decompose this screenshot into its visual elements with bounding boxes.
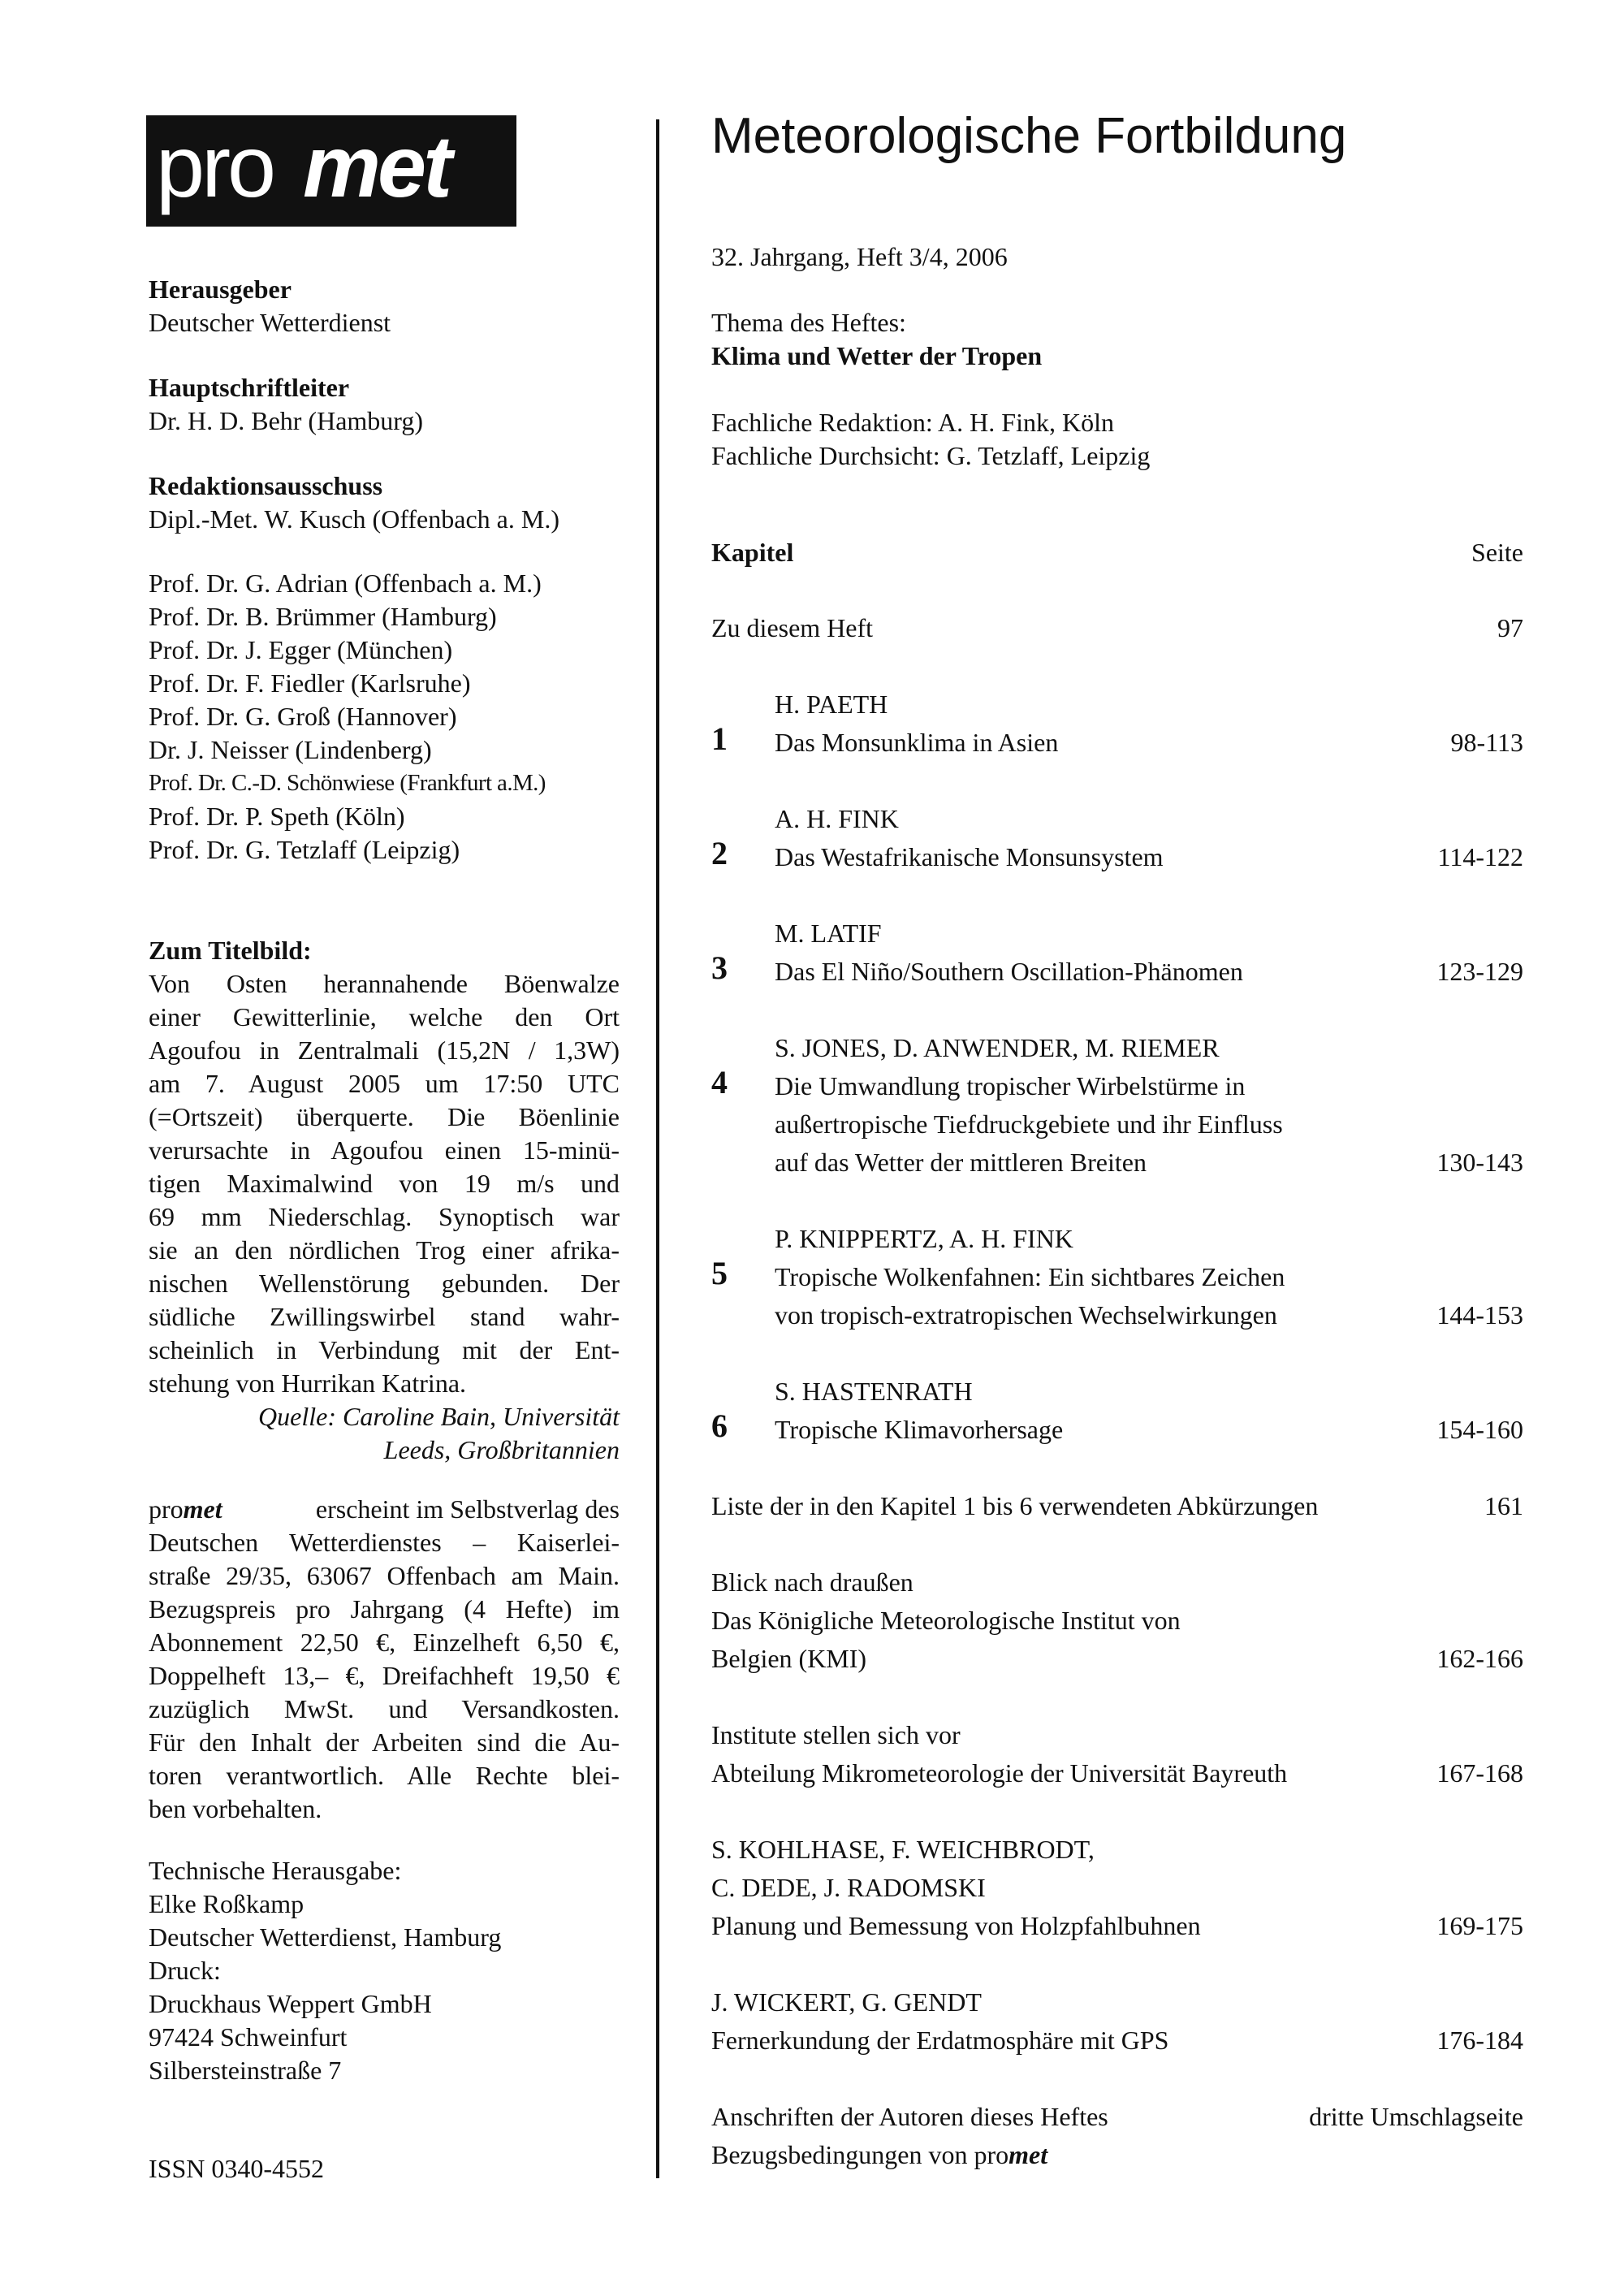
- anschriften-pages: dritte Umschlagseite: [1309, 2102, 1523, 2131]
- logo-met: met: [303, 117, 450, 215]
- member: Prof. Dr. G. Tetzlaff (Leipzig): [149, 835, 460, 864]
- kohlhase-line: S. KOHLHASE, F. WEICHBRODT,: [711, 1835, 1095, 1864]
- redaktion-lead: Dipl.-Met. W. Kusch (Offenbach a. M.): [149, 504, 559, 534]
- chapter-number: 6: [711, 1407, 728, 1444]
- toc-bezug: [711, 2136, 1523, 2174]
- wickert-pages: 176-184: [1436, 2026, 1523, 2055]
- chapter-title: außertropische Tiefdruckgebiete und ihr Einfluss: [775, 1109, 1283, 1139]
- chapter-title: Tropische Klimavorhersage: [775, 1415, 1064, 1444]
- verlag-line: Für den Inhalt der Arbeiten sind die Au-: [149, 1727, 620, 1757]
- titelbild-line-last: stehung von Hurrikan Katrina.: [149, 1369, 467, 1398]
- titelbild-line: nischen Wellenstörung gebunden. Der: [149, 1269, 620, 1298]
- technische-line: Technische Herausgabe:: [149, 1856, 402, 1885]
- verlag-line: toren verantwortlich. Alle Rechte blei-: [149, 1761, 620, 1790]
- blick-line: Blick nach draußen: [711, 1567, 914, 1597]
- chapter-author: A. H. FINK: [775, 804, 899, 833]
- chapter-pages: 130-143: [1436, 1148, 1523, 1177]
- herausgeber-value: Deutscher Wetterdienst: [149, 308, 391, 337]
- wickert-line: J. WICKERT, G. GENDT: [711, 1987, 982, 2017]
- chapter-title: Das El Niño/Southern Oscillation-Phänomen: [775, 957, 1243, 986]
- logo-pro: pro: [156, 117, 274, 215]
- abk-pages: 161: [1484, 1491, 1523, 1520]
- titelbild-line: tigen Maximalwind von 19 m/s und: [149, 1169, 620, 1198]
- chapter-number: 1: [711, 720, 728, 757]
- titelbild-line: scheinlich in Verbindung mit der Ent-: [149, 1335, 620, 1364]
- member: Dr. J. Neisser (Lindenberg): [149, 735, 432, 764]
- titelbild-line: 69 mm Niederschlag. Synoptisch war: [149, 1202, 620, 1231]
- member: Prof. Dr. G. Adrian (Offenbach a. M.): [149, 569, 542, 598]
- toc-anschriften: [711, 2098, 1523, 2136]
- kohlhase-line: C. DEDE, J. RADOMSKI: [711, 1873, 986, 1902]
- member: Prof. Dr. J. Egger (München): [149, 635, 453, 664]
- chapter-pages: 154-160: [1436, 1415, 1523, 1444]
- quelle-line: Quelle: Caroline Bain, Universität: [258, 1402, 620, 1431]
- chapter-number: 3: [711, 949, 728, 986]
- anschriften-title: Anschriften der Autoren dieses Heftes: [711, 2102, 1108, 2131]
- member-list: [149, 567, 620, 867]
- chapter-author: S. HASTENRATH: [775, 1377, 973, 1406]
- toc-header: [711, 534, 1523, 572]
- blick-line: Das Königliche Meteorologische Institut von: [711, 1606, 1181, 1635]
- kohlhase-line: Planung und Bemessung von Holzpfahlbuhnen: [711, 1911, 1201, 1940]
- chapter-title: Das Monsunklima in Asien: [775, 728, 1059, 757]
- member: Prof. Dr. F. Fiedler (Karlsruhe): [149, 668, 471, 698]
- fachliche-durchsicht: Fachliche Durchsicht: G. Tetzlaff, Leipzig: [711, 441, 1151, 470]
- chapter-pages: 144-153: [1436, 1300, 1523, 1330]
- chapter-title: Die Umwandlung tropischer Wirbelstürme in: [775, 1071, 1246, 1100]
- druck-line: Druckhaus Weppert GmbH: [149, 1989, 432, 2018]
- member: Prof. Dr. G. Groß (Hannover): [149, 702, 457, 731]
- titelbild-line: am 7. August 2005 um 17:50 UTC: [149, 1069, 620, 1098]
- chapter-title: auf das Wetter der mittleren Breiten: [775, 1148, 1147, 1177]
- titelbild-line: südliche Zwillingswirbel stand wahr-: [149, 1302, 620, 1331]
- verlag-line: Deutschen Wetterdienstes – Kaiserlei-: [149, 1528, 620, 1557]
- redaktion-info: [711, 404, 1523, 475]
- seite-label: Seite: [1471, 538, 1523, 567]
- technische-line: Deutscher Wetterdienst, Hamburg: [149, 1922, 502, 1952]
- titelbild-text: [149, 967, 620, 1367]
- chapter-author: H. PAETH: [775, 690, 888, 719]
- verlag-brand: promet: [149, 1494, 222, 1524]
- chapter-pages: 123-129: [1436, 957, 1523, 986]
- member: Prof. Dr. C.-D. Schönwiese (Frankfurt a.M.): [149, 770, 546, 796]
- jahrgang: 32. Jahrgang, Heft 3/4, 2006: [711, 242, 1008, 271]
- titelbild-line: sie an den nördlichen Trog einer afrika-: [149, 1235, 620, 1265]
- verlag-line: straße 29/35, 63067 Offenbach am Main.: [149, 1561, 620, 1590]
- member: Prof. Dr. P. Speth (Köln): [149, 802, 405, 831]
- chapter-number: 4: [711, 1064, 728, 1100]
- chapter-number: 5: [711, 1255, 728, 1291]
- quelle-line: Leeds, Großbritannien: [383, 1435, 620, 1464]
- toc-abkuerzungen: [711, 1487, 1523, 1525]
- thema-label: Thema des Heftes:: [711, 308, 906, 337]
- verlag-first-line: [149, 1493, 620, 1526]
- hauptschriftleiter-label: Hauptschriftleiter: [149, 373, 350, 402]
- titelbild-block: [149, 934, 620, 1467]
- chapter-title: von tropisch-extratropischen Wechselwirkungen: [775, 1300, 1277, 1330]
- intro-title: Zu diesem Heft: [711, 613, 874, 642]
- chapter-title: Tropische Wolkenfahnen: Ein sichtbares Zeichen: [775, 1262, 1285, 1291]
- verlag-line: Bezugspreis pro Jahrgang (4 Hefte) im: [149, 1594, 620, 1624]
- verlag-line-last: ben vorbehalten.: [149, 1794, 322, 1823]
- chapter-pages: 98-113: [1450, 728, 1523, 757]
- druck-line: Druck:: [149, 1956, 221, 1985]
- hauptschriftleiter-value: Dr. H. D. Behr (Hamburg): [149, 406, 424, 435]
- redaktion-label: Redaktionsausschuss: [149, 471, 383, 500]
- fachliche-redaktion: Fachliche Redaktion: A. H. Fink, Köln: [711, 408, 1114, 437]
- chapter-author: M. LATIF: [775, 919, 882, 948]
- druck-line: Silbersteinstraße 7: [149, 2056, 342, 2085]
- chapter-author: S. JONES, D. ANWENDER, M. RIEMER: [775, 1033, 1220, 1062]
- blick-line: Belgien (KMI): [711, 1644, 867, 1673]
- bezug-met: met: [1009, 2140, 1048, 2169]
- chapter-pages: 114-122: [1437, 842, 1523, 871]
- verlag-first-rest: erscheint im Selbstverlag des: [315, 1494, 620, 1524]
- herausgeber-block: [149, 273, 620, 339]
- technische-block: [149, 1854, 620, 1954]
- issn: ISSN 0340-4552: [149, 2154, 325, 2183]
- verlag-line: zuzüglich MwSt. und Versandkosten.: [149, 1694, 620, 1723]
- bezug-prefix: Bezugsbedingungen von pro: [711, 2140, 1009, 2169]
- institute-line: Abteilung Mikrometeorologie der Universität Bayreuth: [711, 1758, 1288, 1788]
- thema-title: Klima und Wetter der Tropen: [711, 341, 1043, 370]
- titelbild-line: verursachte in Agoufou einen 15-minü-: [149, 1135, 620, 1165]
- titelbild-line: (=Ortszeit) überquerte. Die Böenlinie: [149, 1102, 620, 1131]
- thema-block: [711, 304, 1523, 375]
- druck-line: 97424 Schweinfurt: [149, 2022, 348, 2052]
- verlag-line: Abonnement 22,50 €, Einzelheft 6,50 €,: [149, 1628, 620, 1657]
- titelbild-label: Zum Titelbild:: [149, 936, 312, 965]
- intro-pages: 97: [1497, 613, 1523, 642]
- institute-pages: 167-168: [1436, 1758, 1523, 1788]
- titelbild-line: Agoufou in Zentralmali (15,2N / 1,3W): [149, 1036, 620, 1065]
- journal-title: Meteorologische Fortbildung: [711, 108, 1347, 164]
- redaktion-block: [149, 469, 620, 536]
- promet-logo: [146, 115, 516, 227]
- institute-line: Institute stellen sich vor: [711, 1720, 961, 1749]
- verlag-block: [149, 1493, 620, 1826]
- wickert-line: Fernerkundung der Erdatmosphäre mit GPS: [711, 2026, 1169, 2055]
- member: Prof. Dr. B. Brümmer (Hamburg): [149, 602, 497, 631]
- kapitel-label: Kapitel: [711, 538, 794, 567]
- chapter-number: 2: [711, 835, 728, 871]
- kohlhase-pages: 169-175: [1436, 1911, 1523, 1940]
- chapter-title: Das Westafrikanische Monsunsystem: [775, 842, 1164, 871]
- titelbild-line: Von Osten herannahende Böenwalze: [149, 969, 620, 998]
- herausgeber-label: Herausgeber: [149, 275, 292, 304]
- hauptschriftleiter-block: [149, 371, 620, 438]
- chapter-author: P. KNIPPERTZ, A. H. FINK: [775, 1224, 1073, 1253]
- verlag-line: Doppelheft 13,– €, Dreifachheft 19,50 €: [149, 1661, 620, 1690]
- abk-title: Liste der in den Kapitel 1 bis 6 verwendeten Abkürzungen: [711, 1491, 1319, 1520]
- technische-line: Elke Roßkamp: [149, 1889, 304, 1918]
- blick-pages: 162-166: [1436, 1644, 1523, 1673]
- titelbild-line: einer Gewitterlinie, welche den Ort: [149, 1002, 620, 1031]
- verlag-text: [149, 1526, 620, 1792]
- druck-block: [149, 1954, 620, 2087]
- column-divider: [656, 119, 659, 2178]
- toc-intro: [711, 609, 1523, 647]
